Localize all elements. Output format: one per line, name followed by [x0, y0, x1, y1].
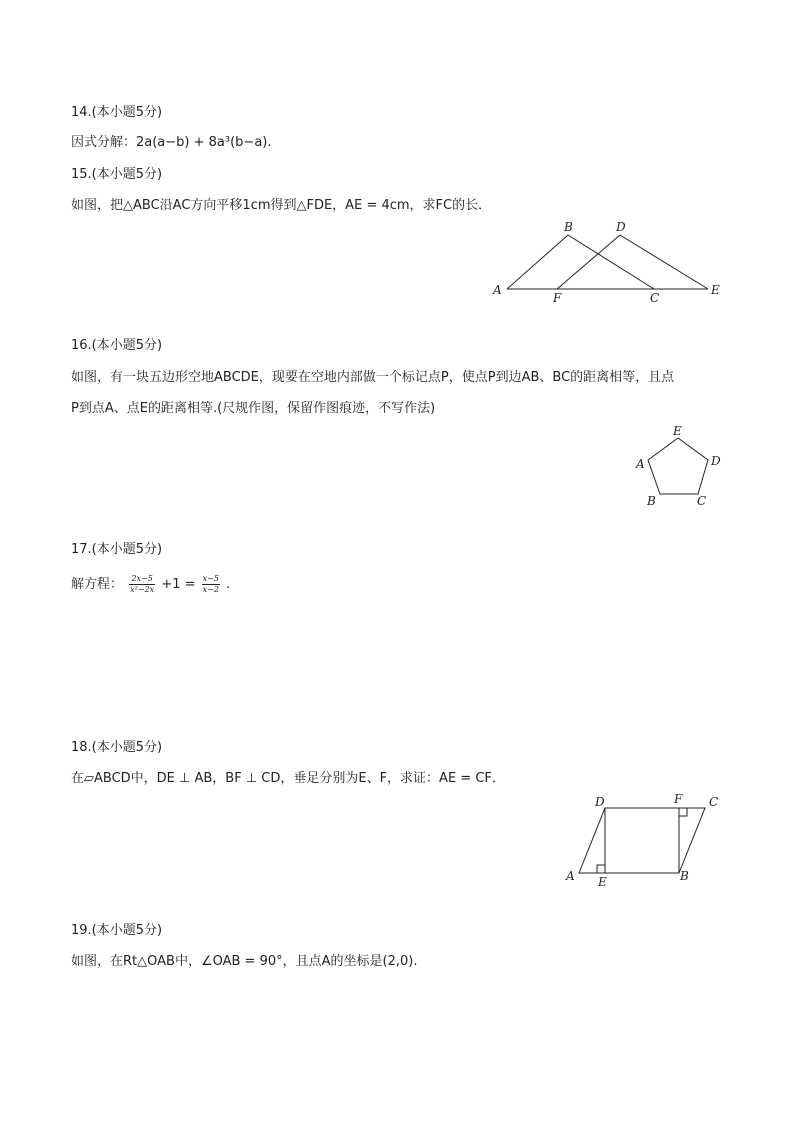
triangle-translation-figure: [480, 215, 730, 310]
label-D: D: [616, 220, 626, 234]
label-C: C: [650, 291, 660, 305]
problem-15-header: 15.(本小题5分): [71, 167, 163, 182]
label-B: B: [680, 869, 689, 883]
problem-19-header: 19.(本小题5分): [71, 923, 163, 938]
label-E: E: [711, 283, 720, 297]
label-B: B: [647, 494, 656, 508]
fraction-left-denominator: x²−2x: [130, 585, 155, 594]
problem-15-text: 如图，把△ABC沿AC方向平移1cm得到△FDE，AE = 4cm，求FC的长．: [71, 198, 492, 213]
fraction-right-numerator: x−5: [202, 574, 219, 583]
label-C: C: [697, 494, 707, 508]
equation-middle: +1 =: [161, 577, 196, 592]
label-D: D: [711, 454, 721, 468]
segment-AB: [507, 235, 568, 289]
problem-18-text: 在▱ABCD中，DE ⊥ AB，BF ⊥ CD，垂足分别为E、F，求证：AE = CF．: [71, 771, 505, 786]
parallelogram-ABCD: [579, 808, 705, 873]
right-angle-mark-F: [679, 808, 687, 816]
problem-16-header: 16.(本小题5分): [71, 338, 163, 353]
fraction-right-denominator: x−2: [202, 585, 219, 594]
problem-17-equation: [71, 572, 230, 598]
problem-18-header: 18.(本小题5分): [71, 740, 163, 755]
fraction-left: [129, 574, 155, 595]
label-A: A: [636, 457, 645, 471]
segment-DE: [620, 235, 708, 289]
label-B: B: [564, 220, 573, 234]
label-E: E: [598, 875, 607, 889]
problem-16-text-line1: 如图，有一块五边形空地ABCDE，现要在空地内部做一个标记点P，使点P到边AB、BC的距离相等，且点: [71, 370, 675, 385]
problem-14-header: 14.(本小题5分): [71, 105, 163, 120]
problem-19-text: 如图，在Rt△OAB中，∠OAB = 90°，且点A的坐标是(2,0).: [71, 954, 418, 969]
pentagon-figure: [630, 420, 730, 515]
label-D: D: [595, 795, 605, 809]
label-F: F: [553, 291, 562, 305]
fraction-right: [202, 574, 220, 595]
pentagon-ABCDE: [648, 438, 708, 494]
problem-16-text-line2: P到点A、点E的距离相等.(尺规作图，保留作图痕迹，不写作法): [71, 401, 436, 416]
problem-17-header: 17.(本小题5分): [71, 542, 163, 557]
label-F: F: [674, 792, 683, 806]
label-E: E: [673, 424, 682, 438]
label-A: A: [493, 283, 502, 297]
equation-suffix: .: [226, 577, 231, 592]
parallelogram-figure: [560, 790, 730, 890]
right-angle-mark-E: [597, 865, 605, 873]
fraction-left-numerator: 2x−5: [129, 574, 155, 585]
problem-14-text: 因式分解：2a(a−b) + 8a³(b−a).: [71, 135, 272, 150]
label-C: C: [709, 795, 719, 809]
label-A: A: [566, 869, 575, 883]
equation-prefix: 解方程：: [71, 577, 124, 592]
